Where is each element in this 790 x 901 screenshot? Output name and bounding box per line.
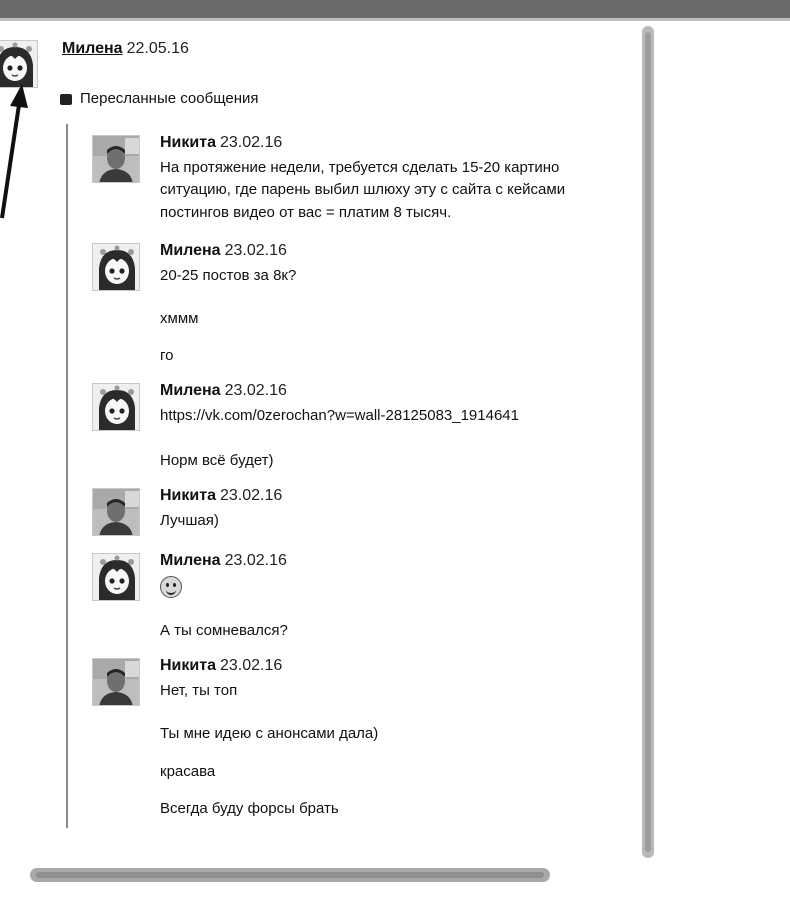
message-text: го — [160, 347, 174, 364]
sender-name-link[interactable]: Милена — [62, 40, 123, 57]
message-text: Всегда буду форсы брать — [160, 800, 339, 817]
avatar[interactable] — [92, 658, 140, 706]
message-sender — [160, 552, 287, 570]
message-link[interactable]: https://vk.com/0zerochan?w=wall-28125083_1914641 — [160, 407, 519, 424]
avatar[interactable] — [92, 243, 140, 291]
message-text: красава — [160, 763, 216, 780]
message-date: 23.02.16 — [224, 382, 287, 399]
message-text: 20-25 постов за 8к? — [160, 267, 297, 284]
forwarded-messages-header — [60, 90, 259, 107]
message-text: Нет, ты топ — [160, 682, 238, 699]
sender-name[interactable]: Никита — [160, 657, 216, 674]
smile-emoji-icon — [160, 576, 182, 598]
boy-avatar-icon — [93, 659, 140, 706]
message-sender — [160, 487, 282, 505]
header-sender — [62, 40, 189, 58]
message-text: А ты сомневался? — [160, 622, 288, 639]
message-icon — [60, 94, 72, 105]
girl-avatar-icon — [93, 554, 140, 601]
boy-avatar-icon — [93, 489, 140, 536]
vertical-scrollbar[interactable] — [642, 26, 654, 858]
forwarded-quote-line — [66, 124, 68, 828]
message-text: хммм — [160, 310, 199, 327]
girl-avatar-icon — [93, 384, 140, 431]
sender-name[interactable]: Милена — [160, 382, 221, 399]
message-date: 23.02.16 — [224, 242, 287, 259]
avatar[interactable] — [92, 135, 140, 183]
message-date: 23.02.16 — [224, 552, 287, 569]
sender-name[interactable]: Милена — [160, 552, 221, 569]
window-top-bar — [0, 0, 790, 18]
avatar[interactable] — [92, 383, 140, 431]
forwarded-label: Пересланные сообщения — [80, 90, 259, 107]
message-text: Норм всё будет) — [160, 452, 274, 469]
message-text: Лучшая) — [160, 512, 219, 529]
avatar[interactable] — [92, 553, 140, 601]
sender-name[interactable]: Милена — [160, 242, 221, 259]
avatar[interactable] — [92, 488, 140, 536]
message-sender — [160, 134, 282, 152]
message-date: 22.05.16 — [126, 40, 189, 57]
arrow-pointer-icon — [0, 80, 30, 220]
girl-avatar-icon — [93, 244, 140, 291]
message-sender — [160, 657, 282, 675]
message-text: Ты мне идею с анонсами дала) — [160, 725, 379, 742]
message-date: 23.02.16 — [219, 487, 283, 504]
message-sender — [160, 242, 287, 260]
message-text: постингов видео от вас = платим 8 тысяч. — [160, 204, 452, 221]
boy-avatar-icon — [93, 136, 140, 183]
message-text: На протяжение недели, требуется сделать 15-20 картино — [160, 159, 560, 176]
horizontal-scrollbar[interactable] — [30, 868, 550, 882]
sender-name[interactable]: Никита — [160, 134, 216, 151]
message-date: 23.02.16 — [219, 134, 283, 151]
sender-name[interactable]: Никита — [160, 487, 216, 504]
message-sender — [160, 382, 287, 400]
message-text: ситуацию, где парень выбил шлюху эту с сайта с кейсами — [160, 181, 566, 198]
message-date: 23.02.16 — [219, 657, 283, 674]
